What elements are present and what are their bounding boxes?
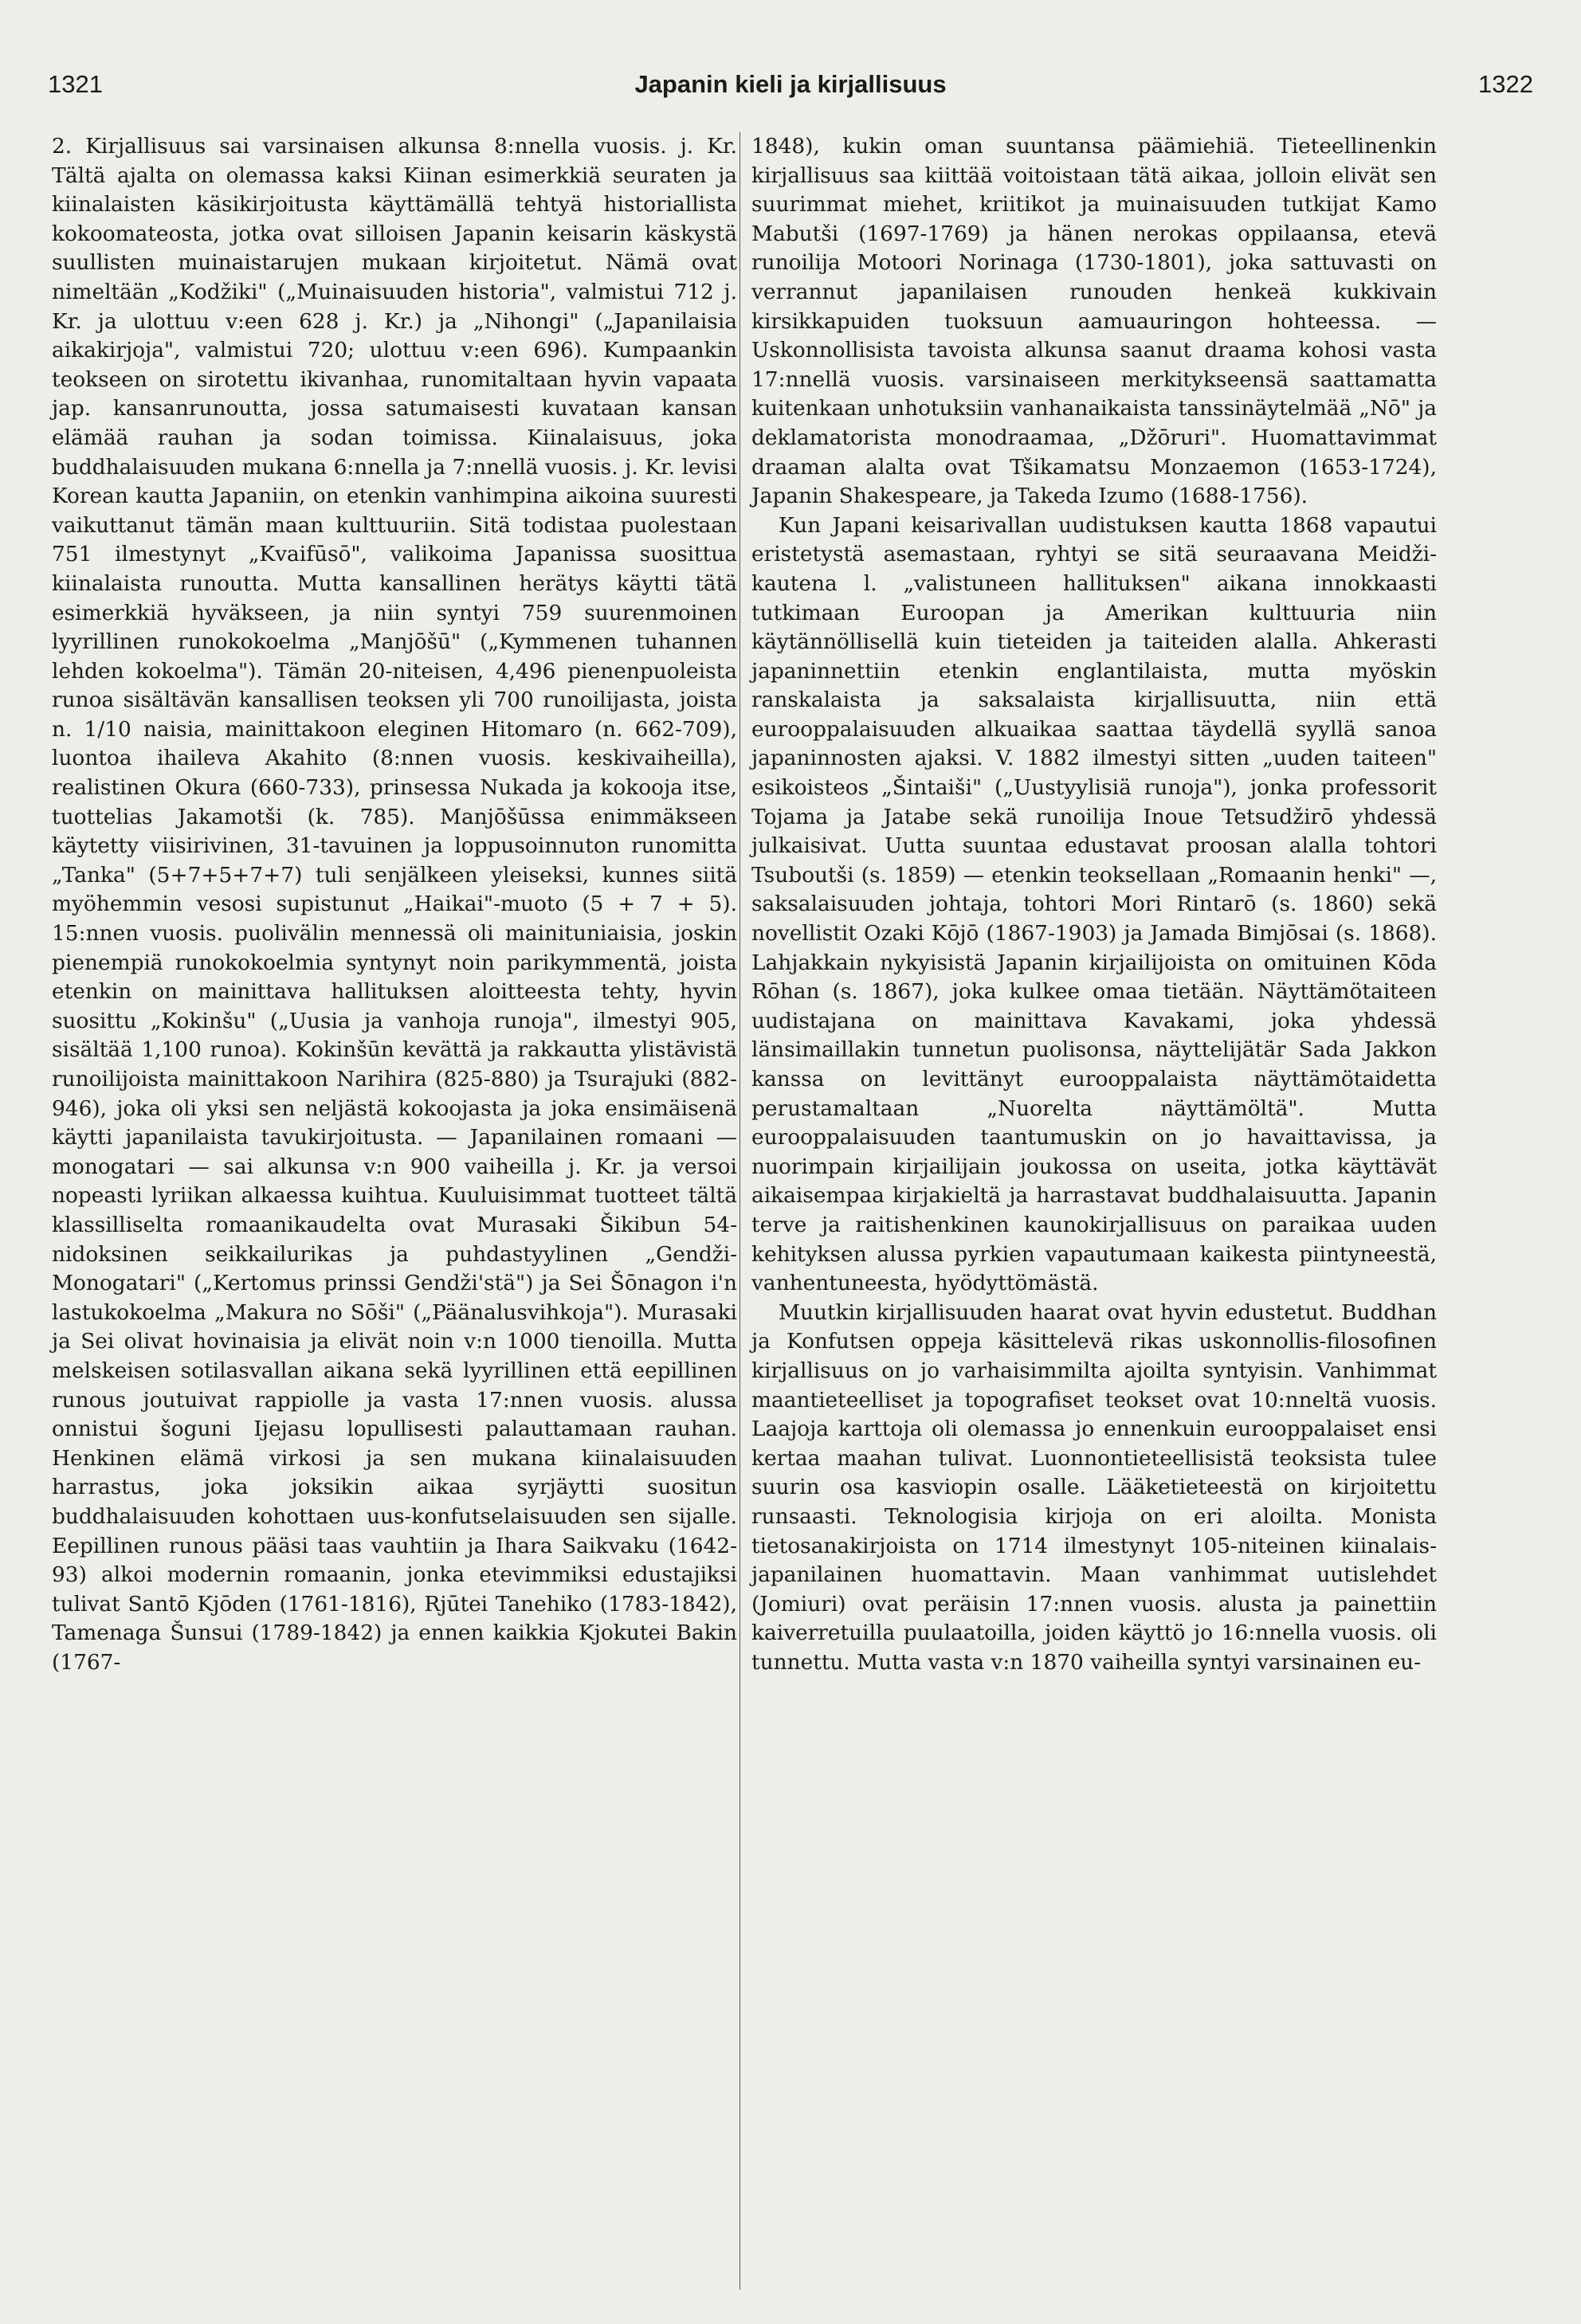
paragraph: Muutkin kirjallisuuden haarat ovat hyvin edustetut. Buddhan ja Konfutsen oppeja käsittelevä rikas uskonnollis-filosofinen kirjallisuus on jo varhaisimmilta ajoilta syntyisin. Vanhimmat maantieteelliset ja topografiset teokset ovat 10:nneltä vuosis. Laajoja karttoja oli olemassa jo ennenkuin eurooppalaiset ensi kertaa maahan tulivat. Luonnontieteellisistä teoksista tulee suurin osa kasviopin osalle. Lääketieteestä on kirjoitettu runsaasti. Teknologisia kirjoja on eri aloilta. Monista tietosanakirjoista on 1714 ilmestynyt 105-niteinen kiinalais-japanilainen huomattavin. Maan vanhimmat uutislehdet (Jomiuri) ovat peräisin 17:nnen vuosis. alusta ja painettiin kaiverretuilla puulaatoilla, joiden käyttö jo 16:nnella vuosis. oli tunnettu. Mutta vasta v:n 1870 vaiheilla syntyi varsinainen eu- <box>751 1299 1437 1675</box>
page-number-left: 1321 <box>48 70 103 98</box>
left-column <box>52 132 737 1677</box>
page-header <box>48 70 1533 110</box>
page-number-right: 1322 <box>1478 70 1533 98</box>
right-column <box>751 132 1437 1677</box>
page-title: Japanin kieli ja kirjallisuus <box>634 70 947 98</box>
paragraph: 2. Kirjallisuus sai varsinaisen alkunsa 8:nnella vuosis. j. Kr. Tältä ajalta on olemassa kaksi Kiinan esimerkkiä seuraten ja kiinalaisten käsikirjoitusta käyttämällä tehtyä historiallista kokoomateosta, jotka ovat silloisen Japanin keisarin käskystä suullisten muinaistarujen mukaan kirjoitetut. Nämä ovat nimeltään „Kodžiki" („Muinaisuuden historia", valmistui 712 j. Kr. ja ulottuu v:een 628 j. Kr.) ja „Nihongi" („Japanilaisia aikakirjoja", valmistui 720; ulottuu v:een 696). Kumpaankin teokseen on sirotettu ikivanhaa, runomitaltaan hyvin vapaata jap. kansanrunoutta, jossa satumaisesti kuvataan kansan elämää rauhan ja sodan toimissa. Kiinalaisuus, joka buddhalaisuuden mukana 6:nnella ja 7:nnellä vuosis. j. Kr. levisi Korean kautta Japaniin, on etenkin vanhimpina aikoina suuresti vaikuttanut tämän maan kulttuuriin. Sitä todistaa puolestaan 751 ilmestynyt „Kvaifūsō", valikoima Japanissa suosittua kiinalaista runoutta. Mutta kansallinen herätys käytti tätä esimerkkiä hyväkseen, ja niin syntyi 759 suurenmoinen lyyrillinen runokokoelma „Manjōšū" („Kymmenen tuhannen lehden kokoelma"). Tämän 20-niteisen, 4,496 pienenpuoleista runoa sisältävän kansallisen teoksen yli 700 runoilijasta, joista n. 1/10 naisia, mainittakoon eleginen Hitomaro (n. 662-709), luontoa ihaileva Akahito (8:nnen vuosis. keskivaiheilla), realistinen Okura (660-733), prinsessa Nukada ja kokooja itse, tuottelias Jakamotši (k. 785). Manjōšūssa enimmäkseen käytetty viisirivinen, 31-tavuinen ja loppusoinnuton runomitta „Tanka" (5+7+5+7+7) tuli senjälkeen yleiseksi, kunnes siitä myöhemmin vesosi supistunut „Haikai"-muoto (5 + 7 + 5). 15:nnen vuosis. puolivälin mennessä oli mainituniaisia, joskin pienempiä runokokoelmia syntynyt noin parikymmentä, joista etenkin on mainittava hallituksen aloitteesta tehty, hyvin suosittu „Kokinšu" („Uusia ja vanhoja runoja", ilmestyi 905, sisältää 1,100 runoa). Kokinšūn kevättä ja rakkautta ylistävistä runoilijoista mainittakoon Narihira (825-880) ja Tsurajuki (882-946), joka oli yksi sen neljästä kokoojasta ja joka ensimäisenä käytti japanilaista tavukirjoitusta. — Japanilainen romaani — monogatari — sai alkunsa v:n 900 vaiheilla j. Kr. ja versoi nopeasti lyriikan alkaessa kuihtua. Kuuluisimmat tuotteet tältä klassilliselta romaanikaudelta ovat Murasaki Šikibun 54-nidoksinen seikkailurikas ja puhdastyylinen „Gendži-Monogatari" („Kertomus prinssi Gendži'stä") ja Sei Šōnagon i'n lastukokoelma „Makura no Sōši" („Päänalusvihkoja"). Murasaki ja Sei olivat hovinaisia ja elivät noin v:n 1000 tienoilla. Mutta melskeisen sotilasvallan aikana sekä lyyrillinen että eepillinen runous joutuivat rappiolle ja vasta 17:nnen vuosis. alussa onnistui šoguni Ijejasu lopullisesti palauttamaan rauhan. Henkinen elämä virkosi ja sen mukana kiinalaisuuden harrastus, joka joksikin aikaa syrjäytti suositun buddhalaisuuden kohottaen uus-konfutselaisuuden sen sijalle. Eepillinen runous pääsi taas vauhtiin ja Ihara Saikvaku (1642-93) alkoi modernin romaanin, jonka etevimmiksi edustajiksi tulivat Santō Kjōden (1761-1816), Rjūtei Tanehiko (1783-1842), Tamenaga Šunsui (1789-1842) ja ennen kaikkia Kjokutei Bakin (1767- <box>52 134 737 1675</box>
paragraph: 1848), kukin oman suuntansa päämiehiä. Tieteellinenkin kirjallisuus saa kiittää voitoistaan tätä aikaa, jolloin elivät sen suurimmat miehet, kriitikot ja muinaisuuden tutkijat Kamo Mabutši (1697-1769) ja hänen nerokas oppilaansa, etevä runoilija Motoori Norinaga (1730-1801), joka sattuvasti on verrannut japanilaisen runouden henkeä kukkivain kirsikkapuiden tuoksuun aamuauringon hohteessa. — Uskonnollisista tavoista alkunsa saanut draama kohosi vasta 17:nnellä vuosis. varsinaiseen merkitykseensä saattamatta kuitenkaan unhotuksiin vanhanaikaista tanssinäytelmää „Nō" ja deklamatorista monodraamaa, „Džōruri". Huomattavimmat draaman alalta ovat Tšikamatsu Monzaemon (1653-1724), Japanin Shakespeare, ja Takeda Izumo (1688-1756). <box>751 134 1437 509</box>
paragraph: Kun Japani keisarivallan uudistuksen kautta 1868 vapautui eristetystä asemastaan, ryhtyi se sitä seuraavana Meidži-kautena l. „valistuneen hallituksen" aikana innokkaasti tutkimaan Euroopan ja Amerikan kulttuuria niin käytännöllisellä kuin tieteiden ja taiteiden alalla. Ahkerasti japaninnettiin etenkin englantilaista, mutta myöskin ranskalaista ja saksalaista kirjallisuutta, niin että eurooppalaisuuden alkuaikaa saattaa täydellä syyllä sanoa japaninnosten ajaksi. V. 1882 ilmestyi sitten „uuden taiteen" esikoisteos „Šintaiši" („Uustyylisiä runoja"), jonka professorit Tojama ja Jatabe sekä runoilija Inoue Tetsudžirō yhdessä julkaisivat. Uutta suuntaa edustavat proosan alalla tohtori Tsuboutši (s. 1859) — etenkin teoksellaan „Romaanin henki" —, saksalaisuuden johtaja, tohtori Mori Rintarō (s. 1860) sekä novellistit Ozaki Kōjō (1867-1903) ja Jamada Bimjōsai (s. 1868). Lahjakkain nykyisistä Japanin kirjailijoista on omituinen Kōda Rōhan (s. 1867), joka kulkee omaa tietään. Näyttämötaiteen uudistajana on mainittava Kavakami, joka yhdessä länsimaillakin tunnetun puolisonsa, näyttelijätär Sada Jakkon kanssa on levittänyt eurooppalaista näyttämötaidetta perustamaltaan „Nuorelta näyttämöltä". Mutta eurooppalaisuuden taantumuskin on jo havaittavissa, ja nuorimpain kirjailijain joukossa on useita, jotka käyttävät aikaisempaa kirjakieltä ja harrastavat buddhalaisuutta. Japanin terve ja raitishenkinen kaunokirjallisuus on paraikaa uuden kehityksen alussa pyrkien vapautumaan kaikesta piintyneestä, vanhentuneesta, hyödyttömästä. <box>751 512 1437 1296</box>
